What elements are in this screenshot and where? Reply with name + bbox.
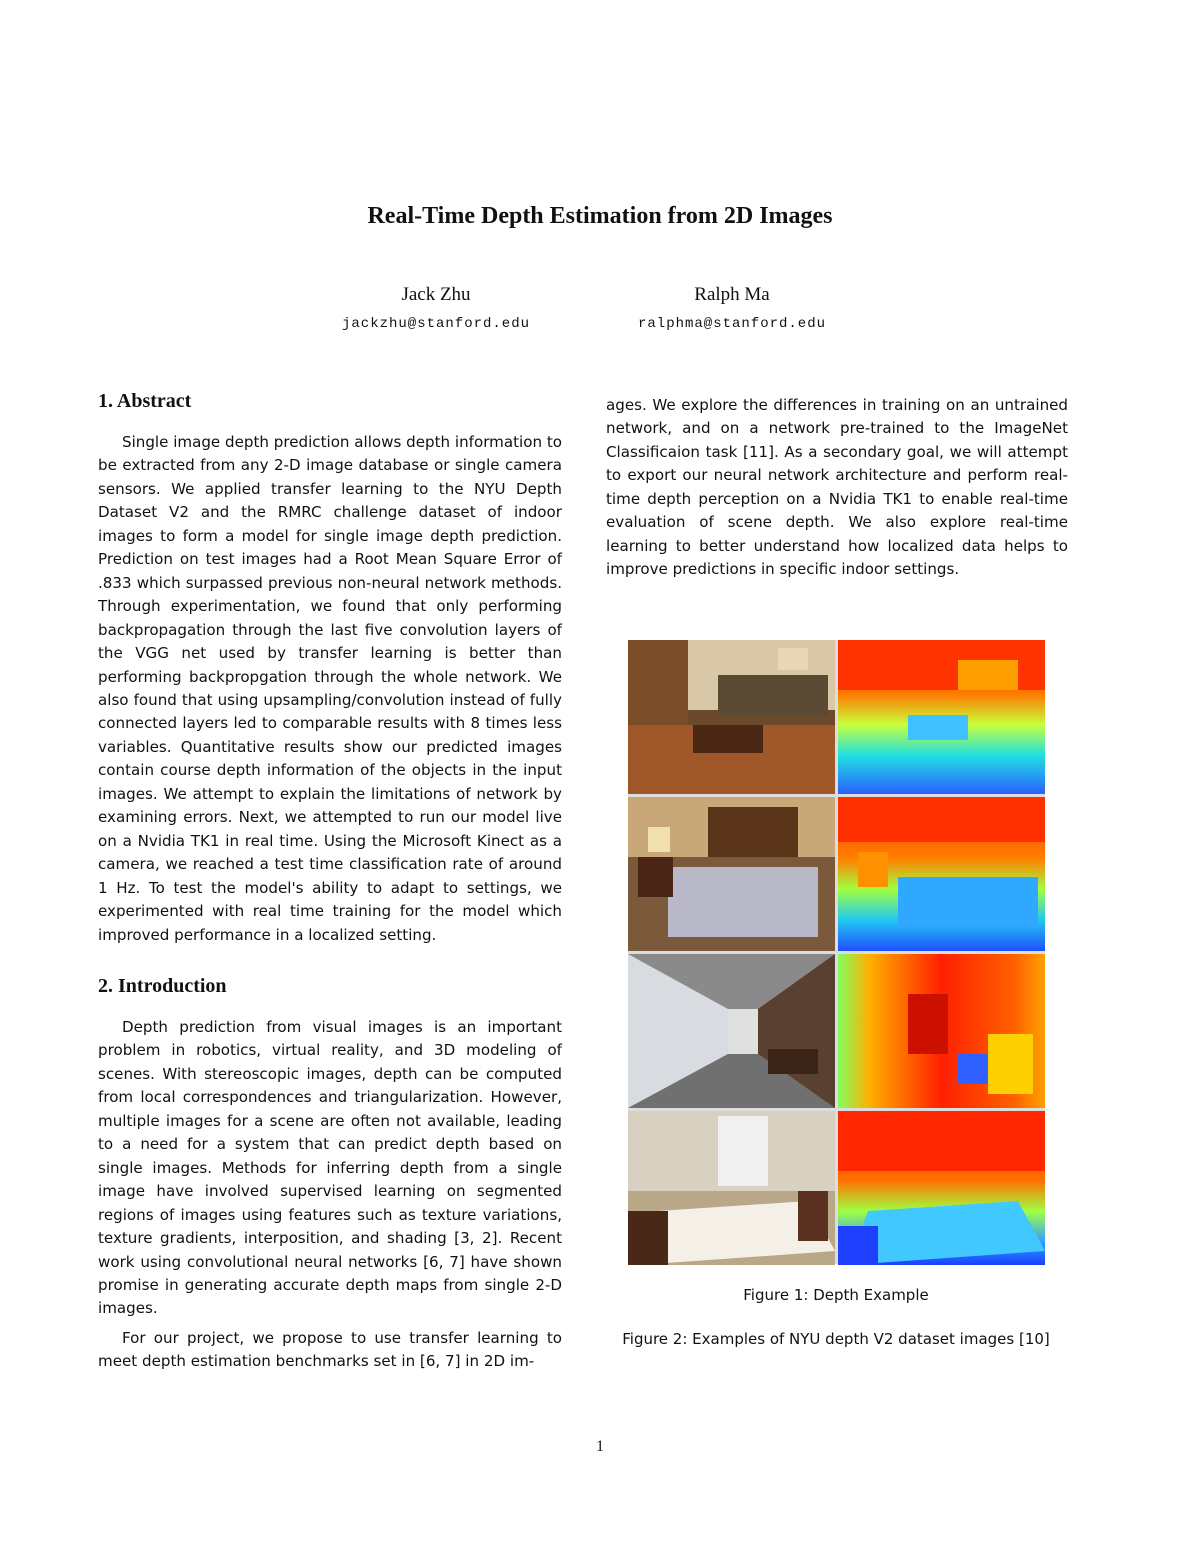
rgb-image-living-room — [628, 640, 835, 794]
author-name: Jack Zhu — [401, 284, 471, 305]
depth-examples-figure — [628, 640, 1045, 1264]
depth-map-living-room — [838, 640, 1045, 794]
author-block-1 — [286, 284, 586, 332]
paper-title: Real-Time Depth Estimation from 2D Images — [367, 203, 833, 229]
abstract-heading: 1. Abstract — [98, 390, 192, 412]
author-block-2 — [582, 284, 882, 332]
figure-2-caption: Figure 2: Examples of NYU depth V2 dataset images [10] — [622, 1330, 1050, 1348]
introduction-paragraph-1: Depth prediction from visual images is an important problem in robotics, virtual reality, and 3D modeling of scenes. With stereoscopic images, depth can be computed from local correspondences and triangularization. However, multiple images for a scene are often not available, leading to a need for a system that can predict depth based on single images. Methods for inferring depth from a single image have involved supervised learning on segmented regions of images using features such as texture variations, texture gradients, interposition, and shading [3, 2]. Recent work using convolutional neural networks [6, 7] have shown promise in generating accurate depth maps from single 2-D images. — [98, 1017, 562, 1318]
abstract-paragraph: Single image depth prediction allows depth information to be extracted from any 2-D image database or single camera sensors. We applied transfer learning to the NYU Depth Dataset V2 and the RMRC challenge dataset of indoor images to form a model for single image depth prediction. Prediction on test images had a Root Mean Square Error of .833 which surpassed previous non-neural network methods. Through experimentation, we found that only performing backpropagation through the last five convolution layers of the VGG net used by transfer learning is better than performing backpropgation through the whole network. We also found that using upsampling/convolution instead of fully connected layers led to comparable results with 8 times less variables. Quantitative results show our predicted images contain course depth information of the objects in the input images. We attempt to explain the limitations of network by examining errors. Next, we attempted to run our model live on a Nvidia TK1 in real time. Using the Microsoft Kinect as a camera, we reached a test time classification rate of around 1 Hz. To test the model's ability to adapt to settings, we experimented with real time training for the model which improved performance in a localized setting. — [98, 433, 562, 944]
depth-map-bedroom — [838, 797, 1045, 951]
depth-map-dining-room — [838, 1111, 1045, 1265]
page-number: 1 — [596, 1438, 604, 1455]
introduction-heading: 2. Introduction — [98, 974, 227, 997]
author-email: ralphma@stanford.edu — [637, 316, 827, 332]
introduction-paragraph-2-continued: ages. We explore the differences in training on an untrained network, and on a network pre-trained to the ImageNet Classificaion task [11]. As a secondary goal, we will attempt to export our neural network architecture and perform real-time depth perception on a Nvidia TK1 to enable real-time evaluation of scene depth. We also explore real-time learning to better understand how localized data helps to improve predictions in specific indoor settings. — [606, 396, 1068, 579]
left-column — [98, 390, 562, 1374]
rgb-image-dining-room — [628, 1111, 835, 1265]
rgb-image-hallway — [628, 954, 835, 1108]
right-column — [606, 394, 1068, 582]
figure-1-caption: Figure 1: Depth Example — [743, 1286, 929, 1304]
author-name: Ralph Ma — [694, 284, 770, 305]
rgb-image-bedroom — [628, 797, 835, 951]
depth-map-hallway — [838, 954, 1045, 1108]
author-email: jackzhu@stanford.edu — [341, 316, 531, 332]
introduction-paragraph-2-start: For our project, we propose to use transfer learning to meet depth estimation benchmarks set in [6, 7] in 2D im- — [98, 1328, 562, 1371]
